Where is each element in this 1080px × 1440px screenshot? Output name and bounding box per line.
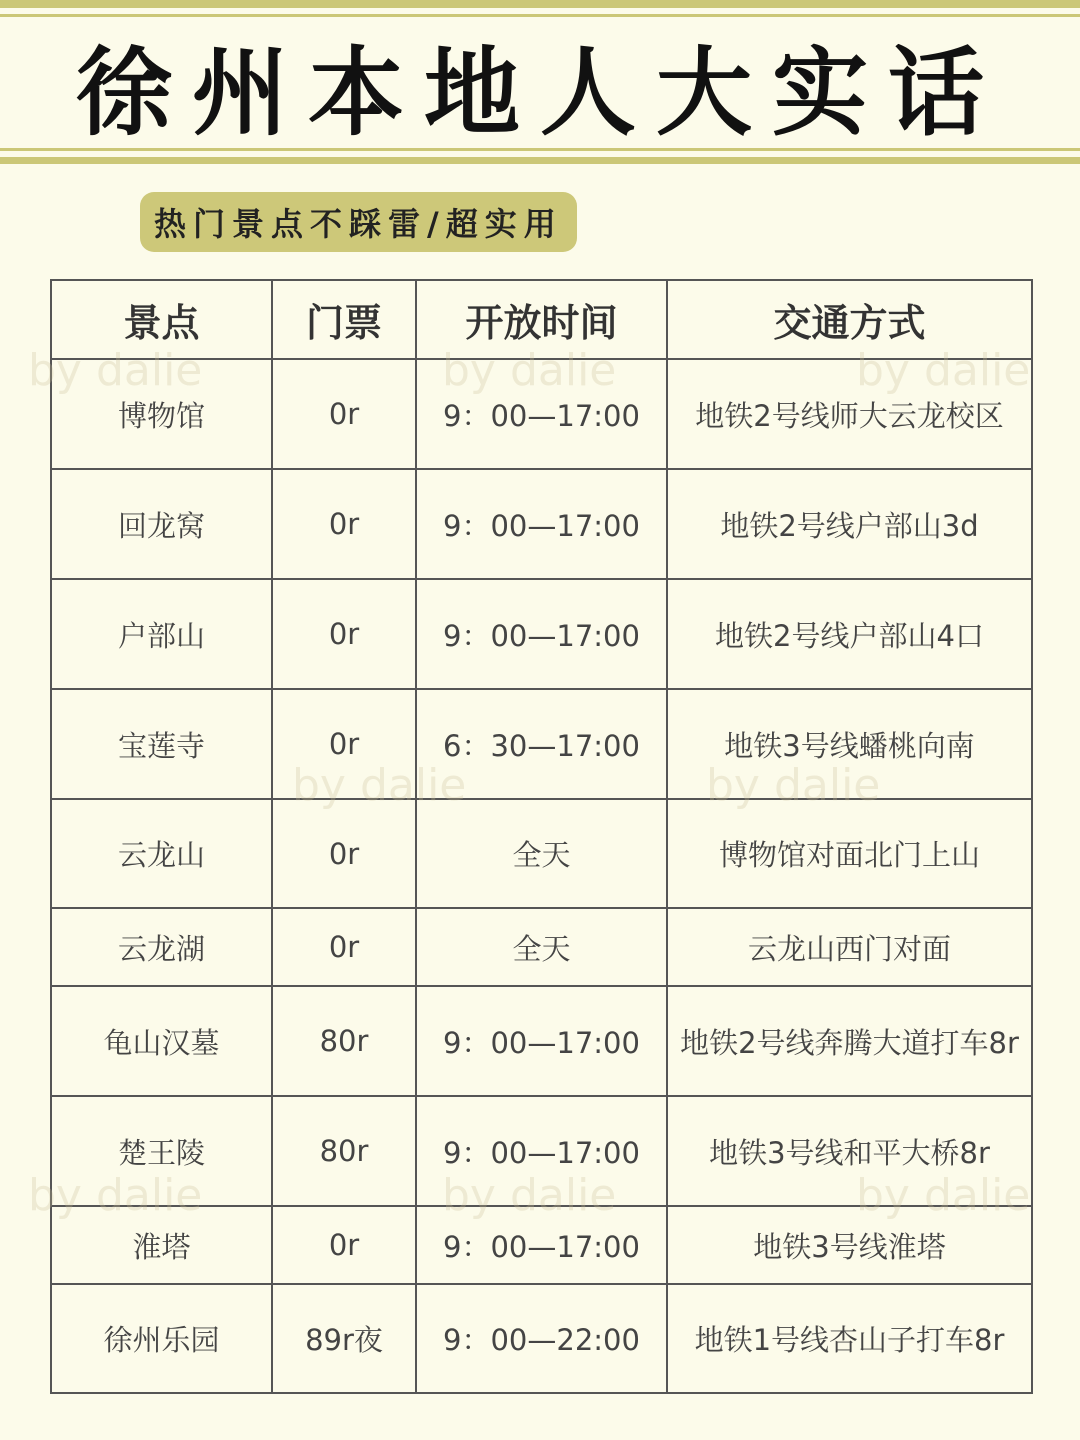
watermark: by dalie [706, 760, 881, 811]
header-transport: 交通方式 [667, 280, 1032, 359]
cell-attraction: 宝莲寺 [51, 689, 272, 799]
cell-attraction: 回龙窝 [51, 469, 272, 579]
cell-transport: 地铁2号线师大云龙校区 [667, 359, 1032, 469]
cell-open-hours: 9：00—17:00 [416, 986, 667, 1096]
cell-attraction: 户部山 [51, 579, 272, 689]
cell-ticket: 0r [272, 1206, 416, 1284]
cell-attraction: 淮塔 [51, 1206, 272, 1284]
cell-attraction: 云龙湖 [51, 908, 272, 986]
header-open-hours: 开放时间 [416, 280, 667, 359]
header-ticket: 门票 [272, 280, 416, 359]
page-title: 徐州本地人大实话 [76, 36, 1004, 149]
cell-transport: 地铁2号线户部山4口 [667, 579, 1032, 689]
watermark: by dalie [28, 1170, 203, 1221]
cell-open-hours: 9：00—17:00 [416, 469, 667, 579]
cell-transport: 博物馆对面北门上山 [667, 799, 1032, 908]
cell-open-hours: 全天 [416, 908, 667, 986]
cell-ticket: 89r夜 [272, 1284, 416, 1393]
cell-attraction: 徐州乐园 [51, 1284, 272, 1393]
table-row [51, 579, 1032, 689]
cell-ticket: 80r [272, 986, 416, 1096]
cell-open-hours: 9：00—17:00 [416, 1206, 667, 1284]
table-row [51, 1284, 1032, 1393]
watermark: by dalie [442, 1170, 617, 1221]
watermark: by dalie [292, 760, 467, 811]
cell-open-hours: 全天 [416, 799, 667, 908]
subtitle-badge: 热门景点不踩雷/超实用 [140, 192, 577, 252]
attractions-table [50, 279, 1033, 1394]
cell-ticket: 0r [272, 908, 416, 986]
cell-open-hours: 9：00—22:00 [416, 1284, 667, 1393]
table-row [51, 689, 1032, 799]
cell-attraction: 楚王陵 [51, 1096, 272, 1206]
cell-ticket: 0r [272, 359, 416, 469]
cell-transport: 地铁3号线淮塔 [667, 1206, 1032, 1284]
table-row [51, 986, 1032, 1096]
cell-transport: 云龙山西门对面 [667, 908, 1032, 986]
cell-ticket: 80r [272, 1096, 416, 1206]
cell-ticket: 0r [272, 689, 416, 799]
cell-open-hours: 9：00—17:00 [416, 579, 667, 689]
cell-transport: 地铁2号线户部山3d [667, 469, 1032, 579]
title-rule-thin [0, 148, 1080, 151]
cell-open-hours: 9：00—17:00 [416, 1096, 667, 1206]
cell-open-hours: 6：30—17:00 [416, 689, 667, 799]
cell-ticket: 0r [272, 469, 416, 579]
cell-transport: 地铁1号线杏山子打车8r [667, 1284, 1032, 1393]
cell-transport: 地铁2号线奔腾大道打车8r [667, 986, 1032, 1096]
title-rule [0, 157, 1080, 164]
cell-open-hours: 9：00—17:00 [416, 359, 667, 469]
cell-attraction: 云龙山 [51, 799, 272, 908]
watermark: by dalie [28, 345, 203, 396]
table-row [51, 799, 1032, 908]
table-row [51, 908, 1032, 986]
cell-transport: 地铁3号线和平大桥8r [667, 1096, 1032, 1206]
cell-ticket: 0r [272, 579, 416, 689]
table-row [51, 469, 1032, 579]
header-attraction: 景点 [51, 280, 272, 359]
top-rule [0, 0, 1080, 8]
cell-attraction: 博物馆 [51, 359, 272, 469]
watermark: by dalie [442, 345, 617, 396]
cell-ticket: 0r [272, 799, 416, 908]
cell-attraction: 龟山汉墓 [51, 986, 272, 1096]
watermark: by dalie [856, 1170, 1031, 1221]
watermark: by dalie [856, 345, 1031, 396]
cell-transport: 地铁3号线蟠桃向南 [667, 689, 1032, 799]
